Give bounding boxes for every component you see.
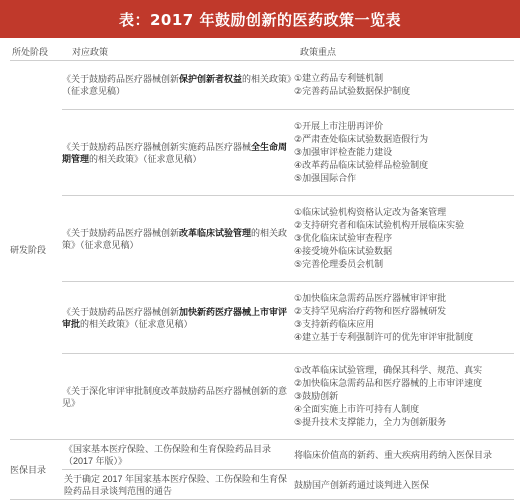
table-row [10,61,514,110]
table-title: 表：2017 年鼓励创新的医药政策一览表 [119,10,401,29]
key-cell [294,354,514,440]
policy-highlight: 加快新药医疗器械上市审评审批 [62,306,288,329]
policy-highlight: 全生命周期管理 [62,141,288,164]
key-item: 鼓励国产创新药通过谈判进入医保 [294,479,430,490]
key-item: 将临床价值高的新药、重大疾病用药纳入医保目录 [294,449,493,460]
table-row [10,440,514,470]
key-cell [294,196,514,282]
policy-text: 《国家基本医疗保险、工伤保险和生育保险药品目录（2017 年版）》 [64,443,272,466]
table-row [10,354,514,440]
header-key: 政策重点 [294,44,514,61]
policy-text: 的相关政策》（征求意见稿） [62,227,288,250]
policy-text: 的相关政策》（征求意见稿） [80,318,193,329]
key-item: ④全面实施上市许可持有人制度 [294,404,420,414]
stage-cell-rd [10,61,62,440]
table-row [10,196,514,282]
table-row [10,470,514,500]
policy-cell [62,354,294,440]
policy-text: 《关于鼓励药品医疗器械创新 [62,227,180,238]
policy-text: 《关于鼓励药品医疗器械创新实施药品医疗器械 [62,141,252,152]
key-item: ②加快临床急需药品和医疗器械的上市审评速度 [294,378,483,388]
title-banner [0,0,520,38]
key-item: ⑤提升技术支撑能力，全力为创新服务 [294,417,447,427]
key-item: ①开展上市注册再评价 [294,121,384,131]
key-item: ③加强审评检查能力建设 [294,147,393,157]
policy-cell [62,470,294,500]
policy-cell [62,61,294,110]
stage-cell-insurance [10,440,62,500]
stage-label: 医保目录 [10,464,47,475]
key-item: ②支持罕见病治疗药物和医疗器械研发 [294,305,447,316]
key-item: ②完善药品试验数据保护制度 [294,86,411,96]
key-item: ②严肃查处临床试验数据造假行为 [294,134,429,144]
key-item: ①加快临床急需药品医疗器械审评审批 [294,292,447,303]
key-cell [294,282,514,354]
table-row [10,282,514,354]
key-item: ①临床试验机构资格认定改为备案管理 [294,207,447,217]
policy-text: 《关于鼓励药品医疗器械创新 [62,74,180,84]
policy-text: 《关于深化审评审批制度改革鼓励药品医疗器械创新的意见》 [62,385,288,408]
key-cell [294,470,514,500]
policy-cell [62,110,294,196]
policy-cell [62,440,294,470]
policy-text: 的相关政策》（征求意见稿） [62,74,292,96]
policy-highlight: 保护创新者权益 [179,74,243,84]
key-cell [294,61,514,110]
key-item: ③支持新药临床应用 [294,318,375,329]
key-item: ④接受境外临床试验数据 [294,246,393,256]
policy-text: 关于确定 2017 年国家基本医疗保险、工伤保险和生育保险药品目录谈判范围的通告 [64,473,288,496]
key-cell [294,440,514,470]
policy-text: 《关于鼓励药品医疗器械创新 [62,306,180,317]
key-item: ①建立药品专利链机制 [294,73,384,83]
stage-label: 研发阶段 [10,245,47,255]
policy-cell [62,196,294,282]
key-item: ⑤加强国际合作 [294,173,357,183]
header-policy: 对应政策 [62,44,294,61]
key-item: ⑤完善伦理委员会机制 [294,259,384,269]
key-item: ④改革药品临床试验样品检验制度 [294,160,429,170]
policy-highlight: 改革临床试验管理 [179,227,252,238]
key-item: ④建立基于专利强制许可的优先审评审批制度 [294,331,474,342]
key-item: ②支持研究者和临床试验机构开展临床实验 [294,220,465,230]
key-cell [294,110,514,196]
policy-text: 的相关政策》（征求意见稿） [89,153,202,164]
key-item: ③鼓励创新 [294,391,339,401]
policy-cell [62,282,294,354]
key-item: ①改革临床试验管理，确保其科学、规范、真实 [294,365,483,375]
table-row [10,110,514,196]
header-stage: 所处阶段 [10,44,62,61]
policy-table [10,44,514,500]
key-item: ③优化临床试验审查程序 [294,233,393,243]
header-row [10,44,514,61]
